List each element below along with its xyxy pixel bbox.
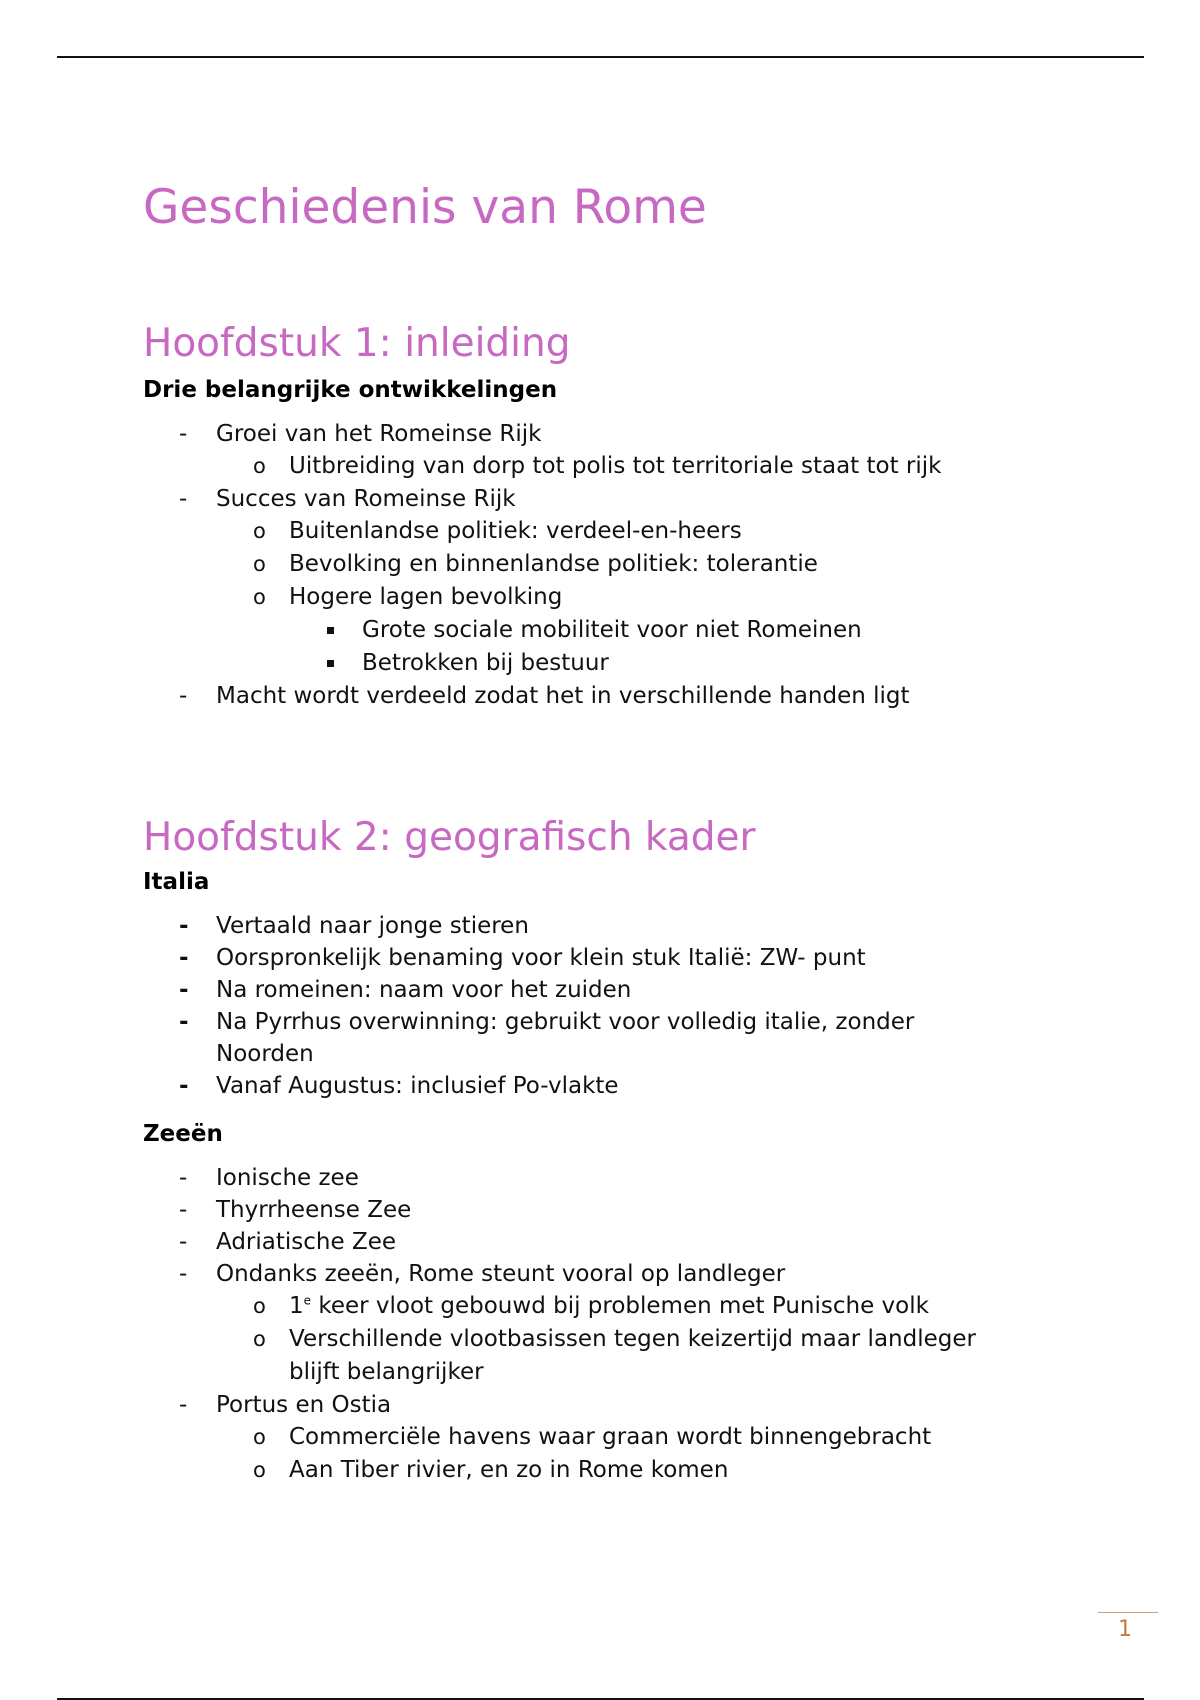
page-number: 1 [1118, 1617, 1132, 1642]
list-item-text: Ionische zee [216, 1165, 359, 1191]
italia-list [143, 910, 1123, 1102]
sub-sub-list-item-text: Betrokken bij bestuur [362, 650, 609, 676]
list-item-text: Vanaf Augustus: inclusief Po-vlakte [216, 1073, 619, 1099]
sub-list-item-text: Aan Tiber rivier, en zo in Rome komen [289, 1457, 729, 1483]
ordinal-suffix: e [303, 1293, 312, 1308]
list-item-text: Macht wordt verdeeld zodat het in verschillende handen ligt [216, 683, 910, 709]
dash-bullet: - [179, 1229, 188, 1255]
list-item [143, 942, 1123, 974]
sub-list-item-text: Verschillende vlootbasissen tegen keizertijd maar landleger blijft belangrijker [289, 1326, 976, 1385]
circle-bullet: o [253, 552, 266, 576]
list-item [143, 1194, 1123, 1226]
chapter-1-heading: Hoofdstuk 1: inleiding [143, 321, 571, 366]
list-item [143, 910, 1123, 942]
list-item-text: Portus en Ostia [216, 1392, 392, 1418]
sub-list [216, 450, 1123, 483]
chapter-2 [143, 812, 1123, 1503]
sub-list-item-rest: keer vloot gebouwd bij problemen met Punische volk [311, 1293, 929, 1319]
dash-bullet: - [179, 1165, 188, 1191]
dash-bullet: - [179, 1009, 189, 1035]
dash-bullet: - [179, 945, 189, 971]
sub-sub-list-item-text: Grote sociale mobiliteit voor niet Romeinen [362, 617, 862, 643]
circle-bullet: o [253, 454, 266, 478]
sub-list [216, 515, 1123, 680]
list-item [143, 680, 1123, 712]
dash-bullet: - [179, 486, 188, 512]
sub-list-item [216, 1290, 1123, 1323]
circle-bullet: o [253, 1327, 266, 1351]
document-title: Geschiedenis van Rome [143, 180, 707, 235]
sub-list [216, 1290, 1123, 1389]
chapter-2-heading: Hoofdstuk 2: geografisch kader [143, 815, 756, 860]
list-item [143, 1226, 1123, 1258]
list-item-text: Ondanks zeeën, Rome steunt vooral op landleger [216, 1261, 786, 1287]
circle-bullet: o [253, 1458, 266, 1482]
dash-bullet: - [179, 1073, 189, 1099]
page-number-rule [1098, 1612, 1158, 1613]
square-bullet-icon [327, 660, 334, 667]
sub-list-item-text: Uitbreiding van dorp tot polis tot territoriale staat tot rijk [289, 453, 942, 479]
circle-bullet: o [253, 1294, 266, 1318]
chapter-1-list [143, 418, 1123, 712]
dash-bullet: - [179, 1261, 188, 1287]
sub-list-item-text [289, 1290, 1123, 1323]
sub-sub-list-item [289, 647, 1123, 680]
zeeen-list [143, 1162, 1123, 1487]
list-item-text: Oorspronkelijk benaming voor klein stuk Italië: ZW- punt [216, 945, 866, 971]
ordinal-number: 1 [289, 1293, 304, 1319]
dash-bullet: - [179, 977, 189, 1003]
sub-list-item [216, 581, 1123, 680]
list-item [143, 483, 1123, 680]
header-rule [57, 56, 1144, 58]
list-item-text: Thyrrheense Zee [216, 1197, 412, 1223]
dash-bullet: - [179, 683, 188, 709]
sub-sub-list [289, 614, 1123, 680]
sub-list-item [216, 515, 1123, 548]
dash-bullet: - [179, 913, 189, 939]
sub-list-item [216, 1421, 1123, 1454]
list-item-text: Adriatische Zee [216, 1229, 397, 1255]
sub-list-item-text: Commerciële havens waar graan wordt binnengebracht [289, 1424, 932, 1450]
sub-list-item [216, 450, 1123, 483]
list-item [143, 1389, 1123, 1487]
zeeen-subheading: Zeeën [143, 1121, 223, 1147]
list-item-text: Na romeinen: naam voor het zuiden [216, 977, 632, 1003]
circle-bullet: o [253, 1425, 266, 1449]
sub-list [216, 1421, 1123, 1487]
list-item-text: Vertaald naar jonge stieren [216, 913, 529, 939]
sub-list-item-text: Hogere lagen bevolking [289, 584, 563, 610]
sub-list-item [216, 1323, 1123, 1389]
dash-bullet: - [179, 1197, 188, 1223]
list-item [143, 974, 1123, 1006]
dash-bullet: - [179, 421, 188, 447]
list-item-text: Na Pyrrhus overwinning: gebruikt voor volledig italie, zonder Noorden [216, 1009, 915, 1067]
list-item-text: Groei van het Romeinse Rijk [216, 421, 542, 447]
list-item [143, 1006, 1123, 1070]
sub-sub-list-item [289, 614, 1123, 647]
sub-list-item [216, 548, 1123, 581]
italia-subheading: Italia [143, 869, 210, 895]
sub-list-item-text: Buitenlandse politiek: verdeel-en-heers [289, 518, 742, 544]
list-item [143, 1162, 1123, 1194]
sub-list-item [216, 1454, 1123, 1487]
chapter-1-subheading: Drie belangrijke ontwikkelingen [143, 377, 558, 403]
square-bullet-icon [327, 627, 334, 634]
circle-bullet: o [253, 585, 266, 609]
circle-bullet: o [253, 519, 266, 543]
list-item-text: Succes van Romeinse Rijk [216, 486, 516, 512]
chapter-1 [143, 318, 1123, 728]
list-item [143, 1070, 1123, 1102]
dash-bullet: - [179, 1392, 188, 1418]
sub-list-item-text: Bevolking en binnenlandse politiek: tolerantie [289, 551, 818, 577]
list-item [143, 418, 1123, 483]
list-item [143, 1258, 1123, 1389]
